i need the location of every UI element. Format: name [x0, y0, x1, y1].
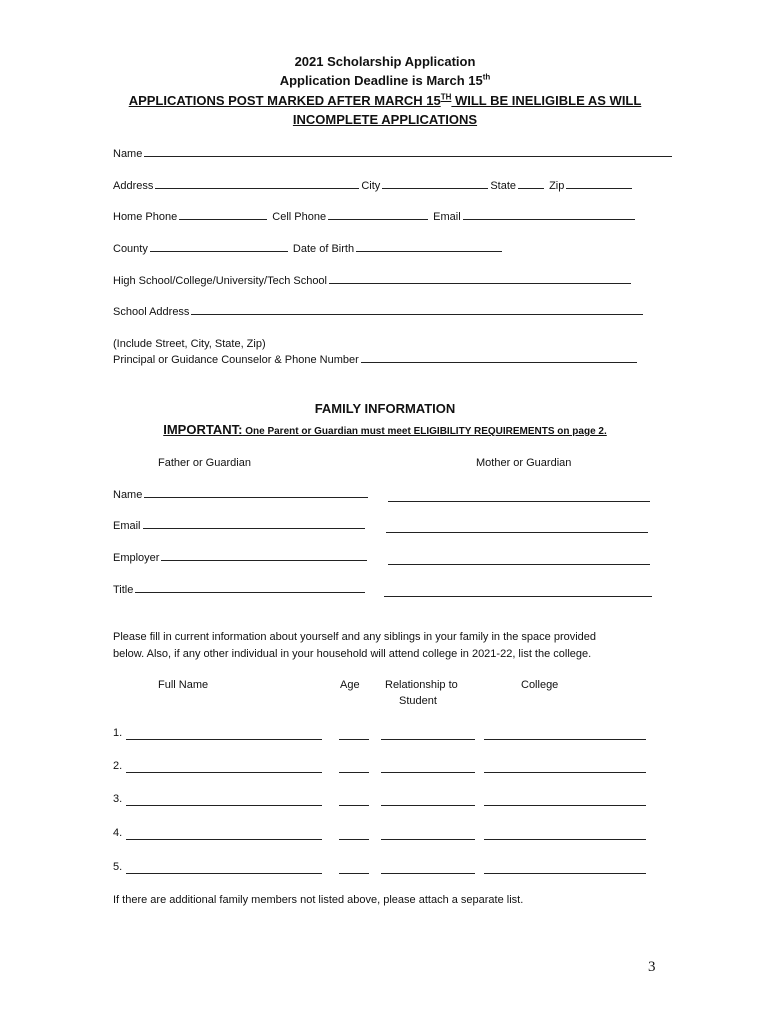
dob-line[interactable] — [356, 250, 502, 252]
col-age: Age — [340, 679, 360, 691]
sibling-4-college-line[interactable] — [484, 838, 646, 840]
state-line[interactable] — [518, 187, 544, 189]
father-employer-line[interactable] — [161, 559, 367, 561]
sibling-3-relationship-line[interactable] — [381, 804, 475, 806]
father-title-line[interactable] — [135, 591, 365, 593]
sibling-5-college-line[interactable] — [484, 872, 646, 874]
deadline-sup: th — [482, 72, 491, 82]
email-label: Email — [433, 211, 461, 223]
name-line[interactable] — [144, 155, 672, 157]
sibling-4-name-line[interactable] — [126, 838, 322, 840]
family-row-employer — [113, 552, 369, 564]
high-school-line[interactable] — [329, 282, 631, 284]
form-title: 2021 Scholarship Application — [294, 54, 476, 69]
family-row-name — [113, 489, 370, 501]
county-line[interactable] — [150, 250, 288, 252]
principal-label: Principal or Guidance Counselor & Phone Number — [113, 354, 359, 366]
father-name-line[interactable] — [144, 496, 368, 498]
mother-title-line[interactable] — [384, 595, 652, 597]
dob-label: Date of Birth — [292, 243, 355, 255]
family-row-email — [113, 520, 367, 532]
warning-text-1: APPLICATIONS POST MARKED AFTER MARCH 15 — [128, 93, 441, 108]
address-label: Address — [113, 180, 154, 192]
father-header: Father or Guardian — [158, 457, 251, 469]
sibling-5-age-line[interactable] — [339, 872, 369, 874]
deadline-text: Application Deadline is March 15 — [279, 73, 483, 88]
warning-line-2: INCOMPLETE APPLICATIONS — [292, 112, 478, 127]
important-label: IMPORTANT: — [163, 422, 243, 437]
sibling-2-age-line[interactable] — [339, 771, 369, 773]
sibling-4-age-line[interactable] — [339, 838, 369, 840]
county-row — [113, 243, 504, 255]
phone-row — [113, 211, 637, 223]
sibling-1-name-line[interactable] — [126, 738, 322, 740]
county-label: County — [113, 243, 148, 255]
family-email-label: Email — [113, 520, 141, 532]
include-note: (Include Street, City, State, Zip) — [113, 338, 266, 350]
sibling-num-4: 4. — [113, 827, 123, 839]
school-address-line[interactable] — [191, 313, 643, 315]
sibling-3-name-line[interactable] — [126, 804, 322, 806]
mother-email-line[interactable] — [386, 531, 648, 533]
sibling-1-relationship-line[interactable] — [381, 738, 475, 740]
sibling-2-college-line[interactable] — [484, 771, 646, 773]
sibling-num-5: 5. — [113, 861, 123, 873]
important-line — [0, 421, 770, 439]
family-heading: FAMILY INFORMATION — [314, 401, 456, 416]
col-college: College — [521, 679, 559, 691]
warning-line — [0, 93, 770, 108]
sibling-2-name-line[interactable] — [126, 771, 322, 773]
principal-line[interactable] — [361, 361, 637, 363]
high-school-row — [113, 275, 633, 287]
page-number: 3 — [648, 959, 656, 975]
warning-sup: TH — [440, 92, 452, 102]
footer-note: If there are additional family members not listed above, please attach a separate list. — [113, 894, 524, 906]
mother-employer-line[interactable] — [388, 563, 650, 565]
sibling-3-college-line[interactable] — [484, 804, 646, 806]
principal-row — [113, 354, 639, 366]
home-phone-line[interactable] — [179, 218, 267, 220]
family-name-label: Name — [113, 489, 143, 501]
high-school-label: High School/College/University/Tech School — [113, 275, 327, 287]
instructions-2: below. Also, if any other individual in your household will attend college in 2021-22, list the college. — [113, 648, 592, 660]
family-employer-label: Employer — [113, 552, 160, 564]
col-relationship-2: Student — [399, 695, 437, 707]
zip-label: Zip — [549, 180, 565, 192]
school-address-label: School Address — [113, 306, 190, 318]
sibling-4-relationship-line[interactable] — [381, 838, 475, 840]
email-line[interactable] — [463, 218, 635, 220]
name-row — [113, 148, 674, 160]
name-label: Name — [113, 148, 143, 160]
city-line[interactable] — [382, 187, 488, 189]
mother-header: Mother or Guardian — [476, 457, 572, 469]
deadline-line — [0, 73, 770, 88]
school-address-row — [113, 306, 645, 318]
important-text: One Parent or Guardian must meet ELIGIBILITY REQUIREMENTS on page 2. — [242, 426, 607, 437]
sibling-5-relationship-line[interactable] — [381, 872, 475, 874]
zip-line[interactable] — [566, 187, 632, 189]
state-label: State — [490, 180, 516, 192]
father-email-line[interactable] — [143, 527, 365, 529]
sibling-1-age-line[interactable] — [339, 738, 369, 740]
home-phone-label: Home Phone — [113, 211, 178, 223]
cell-phone-line[interactable] — [328, 218, 428, 220]
col-full-name: Full Name — [158, 679, 209, 691]
sibling-5-name-line[interactable] — [126, 872, 322, 874]
address-line[interactable] — [155, 187, 359, 189]
cell-phone-label: Cell Phone — [272, 211, 327, 223]
sibling-3-age-line[interactable] — [339, 804, 369, 806]
address-row — [113, 180, 634, 192]
sibling-num-1: 1. — [113, 727, 123, 739]
sibling-num-2: 2. — [113, 760, 123, 772]
instructions-1: Please fill in current information about yourself and any siblings in your family in the space provided — [113, 631, 597, 643]
family-title-label: Title — [113, 584, 134, 596]
mother-name-line[interactable] — [388, 500, 650, 502]
sibling-2-relationship-line[interactable] — [381, 771, 475, 773]
family-row-title — [113, 584, 367, 596]
warning-text-2: WILL BE INELIGIBLE AS WILL — [451, 93, 642, 108]
col-relationship-1: Relationship to — [385, 679, 458, 691]
sibling-num-3: 3. — [113, 793, 123, 805]
city-label: City — [361, 180, 381, 192]
sibling-1-college-line[interactable] — [484, 738, 646, 740]
